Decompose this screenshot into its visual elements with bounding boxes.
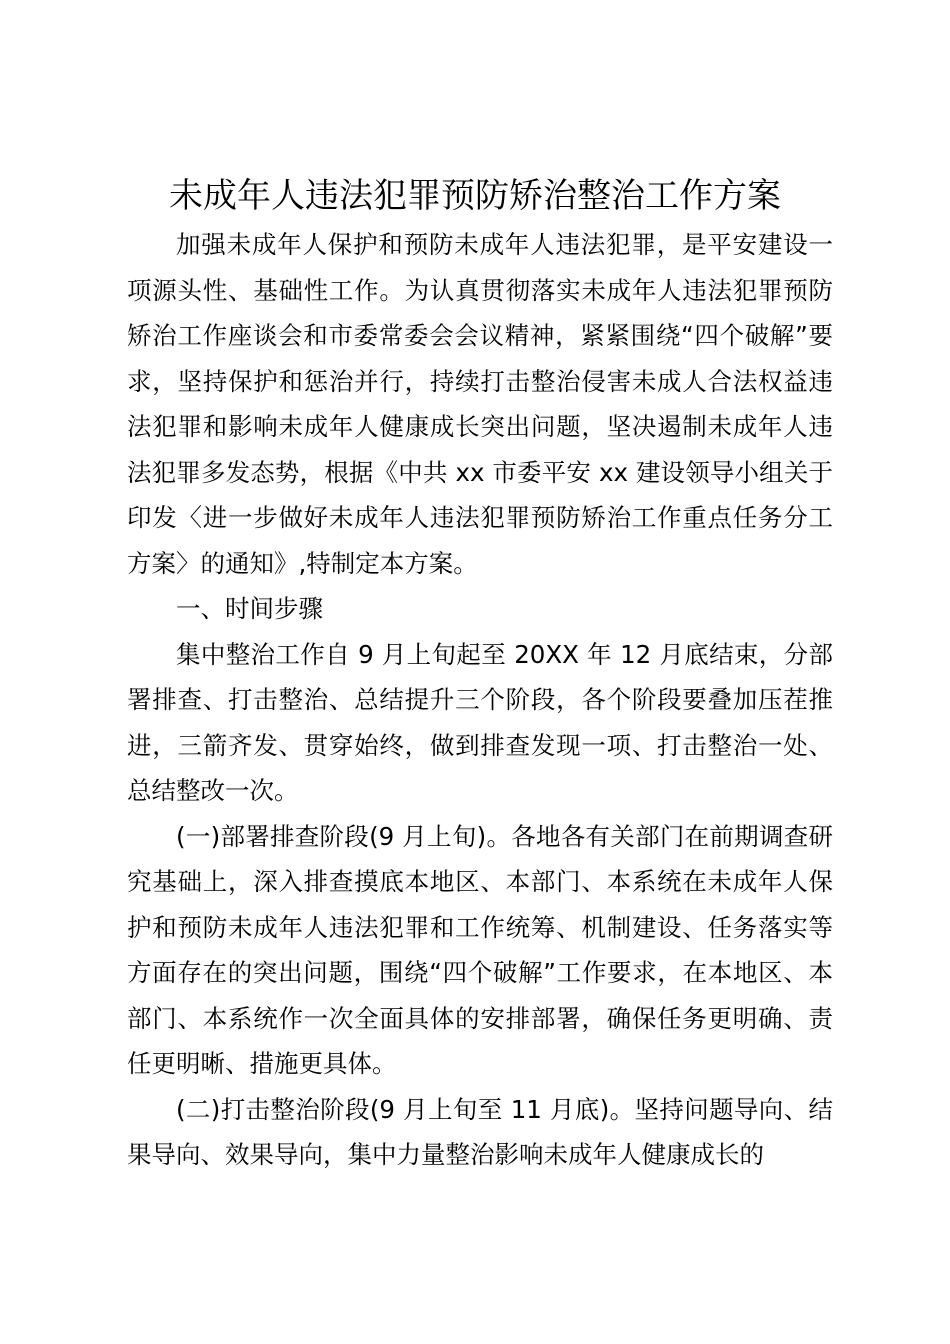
paragraph-stage-one: (一)部署排查阶段(9 月上旬)。各地各有关部门在前期调查研究基础上，深入排查摸底本地区、本部门、本系统在未成年人保护和预防未成年人违法犯罪和工作统筹、机制建设、任务落实等方面存在的突出问题，围绕“四个破解”工作要求，在本地区、本部门、本系统作一次全面具体的安排部署，确保任务更明确、责任更明晰、措施更具体。	[127, 821, 833, 1078]
section-heading-time-steps: 一、时间步骤	[176, 594, 323, 623]
document-body	[127, 222, 833, 1178]
document-title: 未成年人违法犯罪预防矫治整治工作方案	[169, 176, 781, 216]
paragraph-stage-two: (二)打击整治阶段(9 月上旬至 11 月底)。坚持问题导向、结果导向、效果导向，集中力量整治影响未成年人健康成长的	[127, 1094, 833, 1169]
paragraph-time-steps: 集中整治工作自 9 月上旬起至 20XX 年 12 月底结束，分部署排查、打击整治、总结提升三个阶段，各个阶段要叠加压茬推进，三箭齐发、贯穿始终，做到排查发现一项、打击整治一处、总结整改一次。	[127, 639, 833, 805]
paragraph-intro: 加强未成年人保护和预防未成年人违法犯罪，是平安建设一项源头性、基础性工作。为认真贯彻落实未成年人违法犯罪预防矫治工作座谈会和市委常委会会议精神，紧紧围绕“四个破解”要求，坚持保护和惩治并行，持续打击整治侵害未成人合法权益违法犯罪和影响未成年人健康成长突出问题，坚决遏制未成年人违法犯罪多发态势，根据《中共 xx 市委平安 xx 建设领导小组关于印发〈进一步做好未成年人违法犯罪预防矫治工作重点任务分工方案〉的通知》,特制定本方案。	[127, 230, 833, 578]
